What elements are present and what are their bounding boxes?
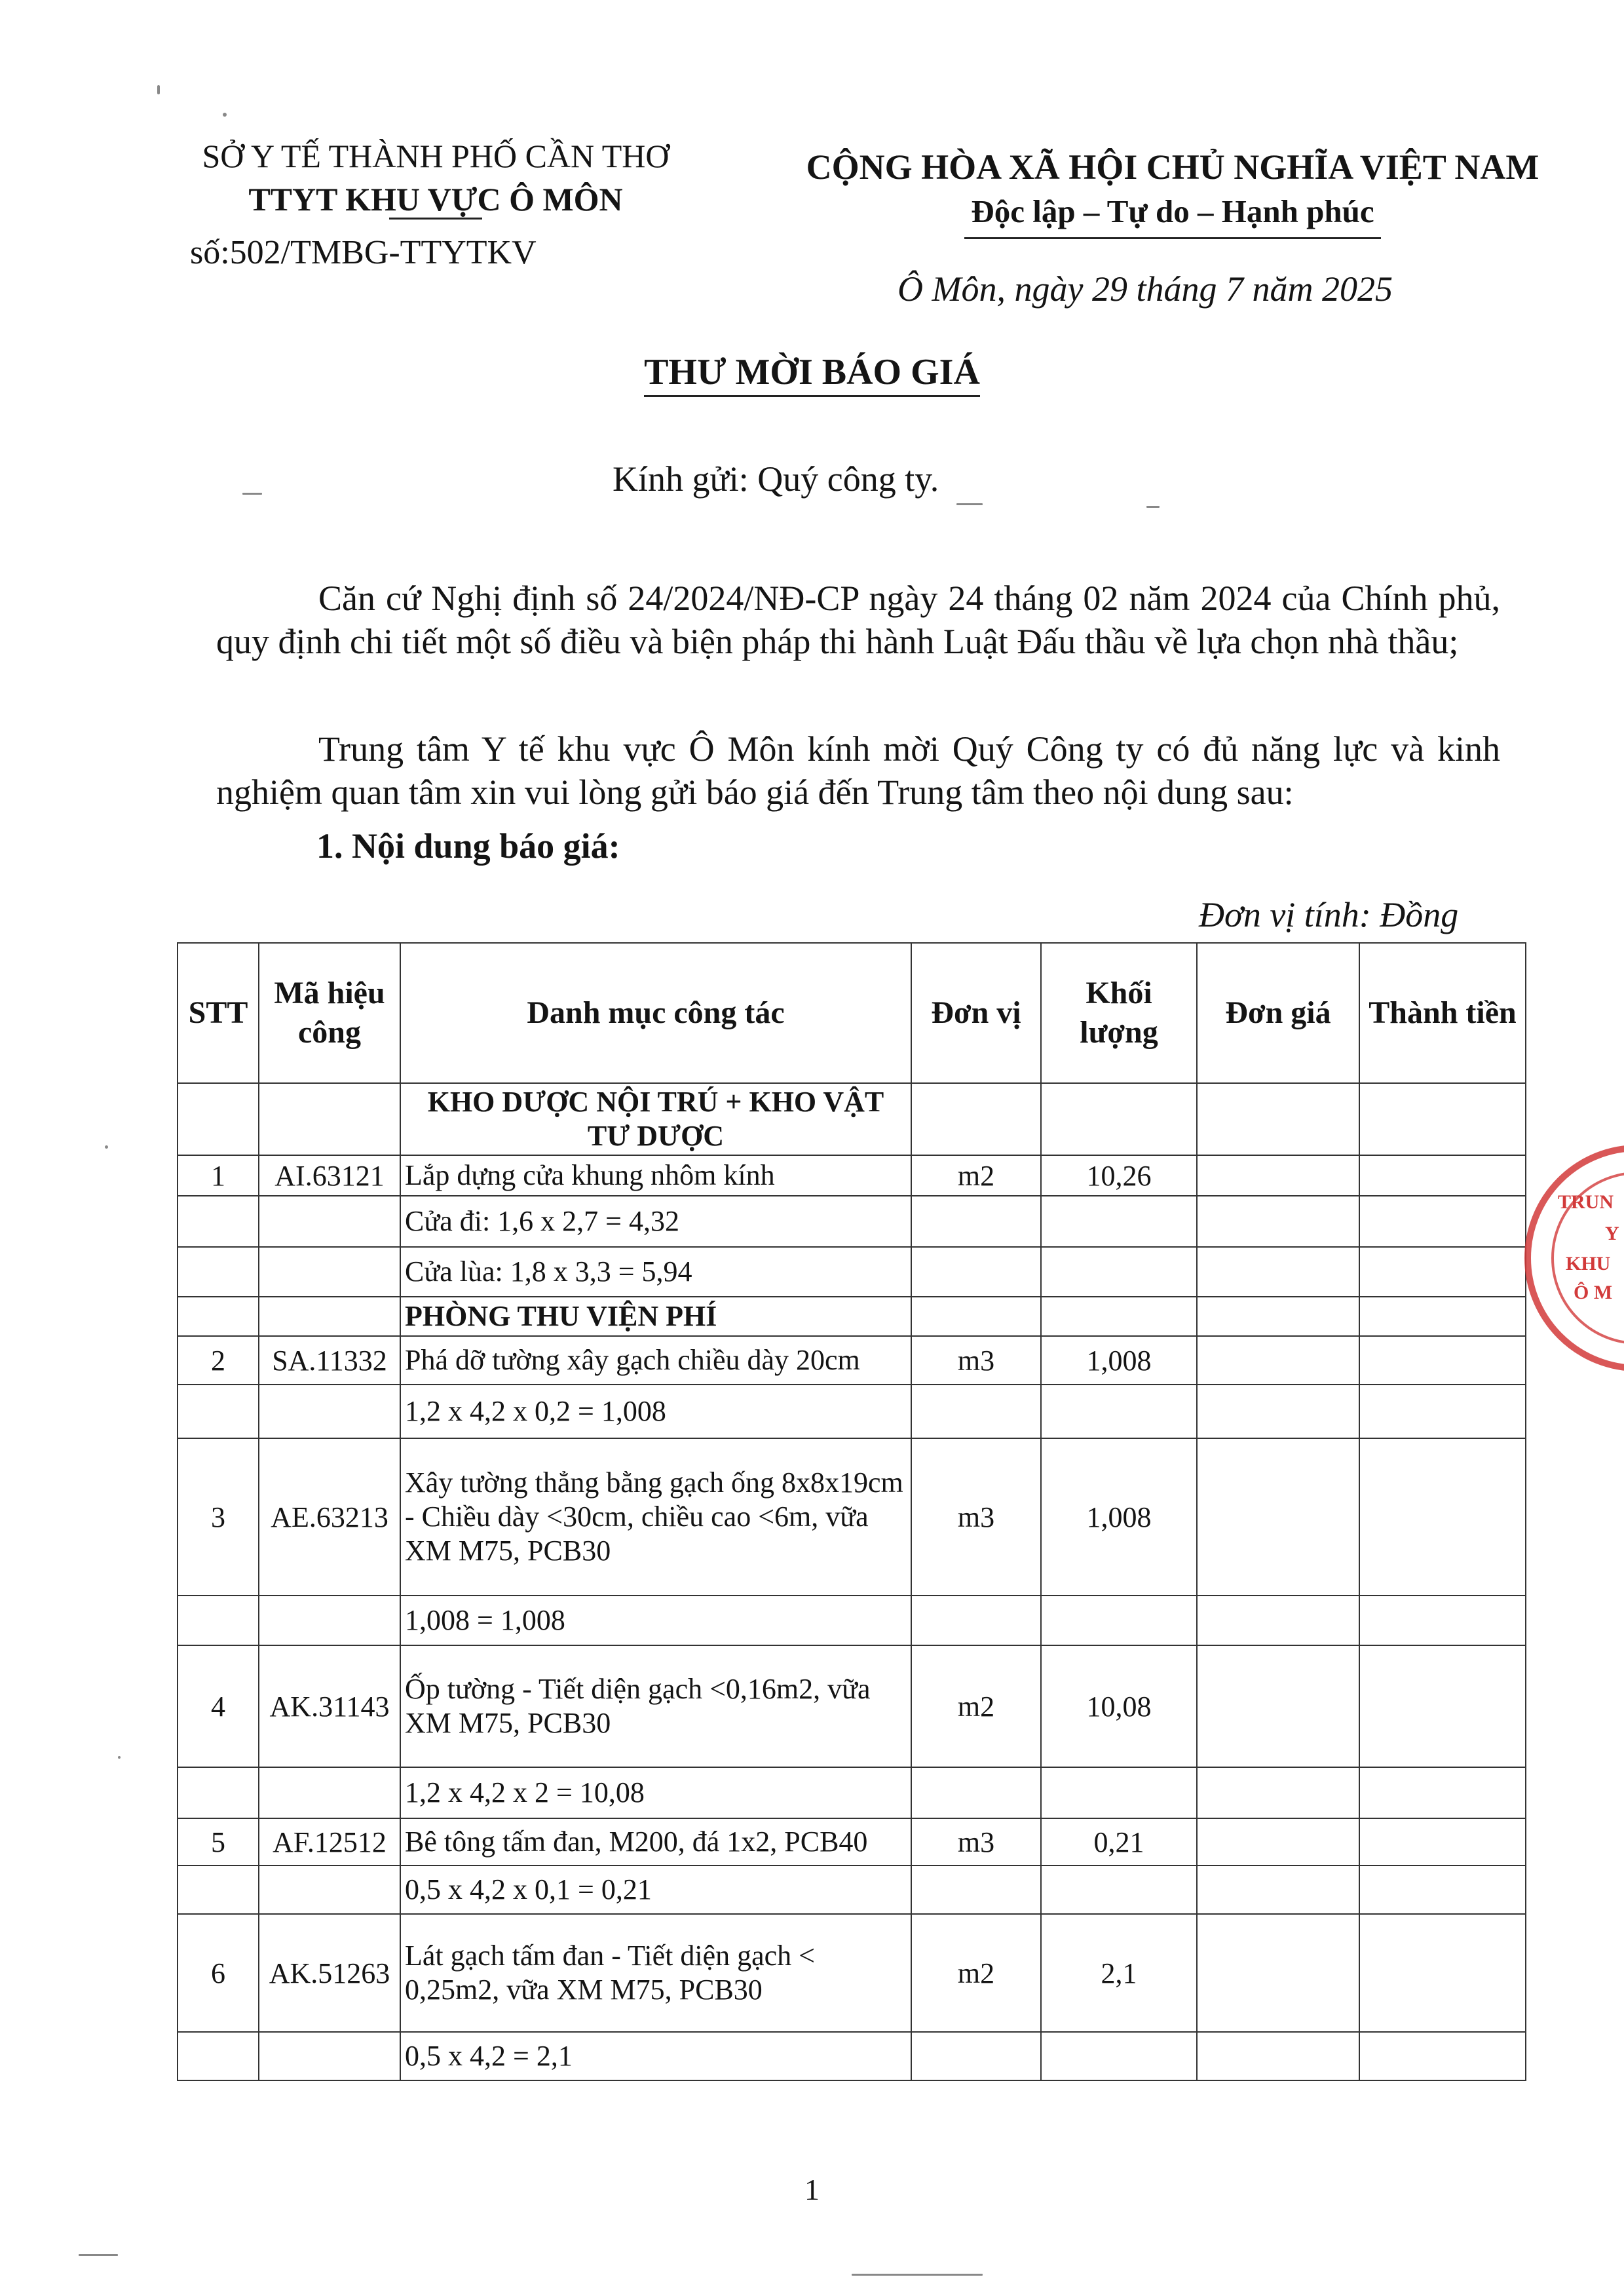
row-total (1359, 2032, 1526, 2080)
col-qty: Khối lượng (1041, 943, 1197, 1083)
row-qty: 1,008 (1041, 1336, 1197, 1385)
row-stt: 2 (178, 1336, 259, 1385)
row-code (259, 1596, 400, 1645)
row-desc: Lát gạch tấm đan - Tiết diện gạch < 0,25m2, vữa XM M75, PCB30 (400, 1914, 911, 2032)
row-unit (911, 1767, 1041, 1818)
row-qty (1041, 1297, 1197, 1336)
col-unit: Đơn vị (911, 943, 1041, 1083)
row-qty: 1,008 (1041, 1438, 1197, 1596)
row-desc: 0,5 x 4,2 = 2,1 (400, 2032, 911, 2080)
table-row (178, 1596, 1526, 1645)
table-row (178, 1767, 1526, 1818)
row-unit: m3 (911, 1438, 1041, 1596)
row-total (1359, 1767, 1526, 1818)
table-header-row (178, 943, 1526, 1083)
row-code (259, 2032, 400, 2080)
motto: Độc lập – Tự do – Hạnh phúc (964, 190, 1380, 239)
org-parent: SỞ Y TẾ THÀNH PHỐ CẦN THƠ (202, 138, 670, 174)
row-code (259, 1247, 400, 1297)
row-desc: Cửa đi: 1,6 x 2,7 = 4,32 (400, 1196, 911, 1247)
date-line: Ô Môn, ngày 29 tháng 7 năm 2025 (897, 269, 1393, 309)
row-qty: 0,21 (1041, 1818, 1197, 1866)
col-code: Mã hiệu công (259, 943, 400, 1083)
table-row (178, 1155, 1526, 1196)
row-price (1197, 1438, 1359, 1596)
row-code: AK.51263 (259, 1914, 400, 2032)
row-code: AI.63121 (259, 1155, 400, 1196)
row-price (1197, 1336, 1359, 1385)
row-price (1197, 1767, 1359, 1818)
doc-number: số:502/TMBG-TTYTKV (190, 234, 537, 271)
row-unit: m2 (911, 1914, 1041, 2032)
row-total (1359, 1866, 1526, 1914)
row-desc: 1,2 x 4,2 x 2 = 10,08 (400, 1767, 911, 1818)
row-unit (911, 1297, 1041, 1336)
quotation-table (177, 942, 1526, 2081)
row-total (1359, 1385, 1526, 1438)
row-code: AK.31143 (259, 1645, 400, 1767)
row-price (1197, 1385, 1359, 1438)
row-desc: 0,5 x 4,2 x 0,1 = 0,21 (400, 1866, 911, 1914)
table-row (178, 1818, 1526, 1866)
row-desc: KHO DƯỢC NỘI TRÚ + KHO VẬT TƯ DƯỢC (400, 1083, 911, 1155)
row-qty (1041, 1196, 1197, 1247)
row-unit (911, 1866, 1041, 1914)
table-row (178, 2032, 1526, 2080)
row-stt (178, 1083, 259, 1155)
row-price (1197, 1914, 1359, 2032)
row-price (1197, 1196, 1359, 1247)
org-name (248, 178, 622, 221)
country-name: CỘNG HÒA XÃ HỘI CHỦ NGHĨA VIỆT NAM (806, 147, 1539, 187)
row-code: AF.12512 (259, 1818, 400, 1866)
row-stt: 6 (178, 1914, 259, 2032)
row-unit: m2 (911, 1155, 1041, 1196)
row-total (1359, 1596, 1526, 1645)
org-name-text: TTYT KHU VỰC Ô MÔN (248, 181, 623, 218)
table-row (178, 1247, 1526, 1297)
row-desc: Cửa lùa: 1,8 x 3,3 = 5,94 (400, 1247, 911, 1297)
row-desc: 1,008 = 1,008 (400, 1596, 911, 1645)
row-price (1197, 1818, 1359, 1866)
official-stamp (1494, 1127, 1624, 1376)
row-stt (178, 1297, 259, 1336)
row-unit (911, 1196, 1041, 1247)
doc-title-text: THƯ MỜI BÁO GIÁ (644, 352, 980, 397)
row-stt: 4 (178, 1645, 259, 1767)
table-row (178, 1914, 1526, 2032)
org-header (157, 134, 714, 221)
paragraph-invitation: Trung tâm Y tế khu vực Ô Môn kính mời Quý Công ty có đủ năng lực và kinh nghiệm quan tâm xin vui lòng gửi báo giá đến Trung tâm theo nội dung sau: (216, 729, 1500, 812)
table-row (178, 1196, 1526, 1247)
stamp-line-1: TRUN (1558, 1191, 1614, 1213)
row-desc: Ốp tường - Tiết diện gạch <0,16m2, vữa XM M75, PCB30 (400, 1645, 911, 1767)
row-unit: m3 (911, 1336, 1041, 1385)
recipient-line: Kính gửi: Quý công ty. (613, 459, 939, 499)
row-code (259, 1385, 400, 1438)
row-stt: 1 (178, 1155, 259, 1196)
row-unit (911, 1385, 1041, 1438)
row-desc: Lắp dựng cửa khung nhôm kính (400, 1155, 911, 1196)
row-unit: m2 (911, 1645, 1041, 1767)
row-qty: 10,08 (1041, 1645, 1197, 1767)
row-unit (911, 1596, 1041, 1645)
row-code (259, 1196, 400, 1247)
row-qty (1041, 1083, 1197, 1155)
table-row (178, 1645, 1526, 1767)
row-price (1197, 1596, 1359, 1645)
row-desc: 1,2 x 4,2 x 0,2 = 1,008 (400, 1385, 911, 1438)
row-price (1197, 1083, 1359, 1155)
row-price (1197, 2032, 1359, 2080)
row-stt (178, 1767, 259, 1818)
stamp-line-4: Ô M (1574, 1282, 1613, 1303)
row-qty (1041, 1767, 1197, 1818)
stamp-line-2: Y (1605, 1223, 1619, 1244)
row-qty (1041, 1866, 1197, 1914)
row-desc: Phá dỡ tường xây gạch chiều dày 20cm (400, 1336, 911, 1385)
row-stt (178, 1196, 259, 1247)
row-qty: 2,1 (1041, 1914, 1197, 2032)
row-code (259, 1866, 400, 1914)
row-total (1359, 1438, 1526, 1596)
row-stt: 5 (178, 1818, 259, 1866)
row-qty (1041, 1596, 1197, 1645)
row-total (1359, 1914, 1526, 2032)
row-qty (1041, 1385, 1197, 1438)
table-row (178, 1866, 1526, 1914)
stamp-line-3: KHU (1566, 1253, 1611, 1274)
row-unit (911, 2032, 1041, 2080)
row-stt (178, 1247, 259, 1297)
national-header (786, 144, 1559, 239)
row-stt (178, 1596, 259, 1645)
row-price (1197, 1155, 1359, 1196)
row-unit (911, 1247, 1041, 1297)
row-desc: Bê tông tấm đan, M200, đá 1x2, PCB40 (400, 1818, 911, 1866)
table-row (178, 1297, 1526, 1336)
table-row (178, 1083, 1526, 1155)
row-total (1359, 1645, 1526, 1767)
unit-note: Đơn vị tính: Đồng (1199, 895, 1459, 934)
col-item: Danh mục công tác (400, 943, 911, 1083)
row-unit: m3 (911, 1818, 1041, 1866)
row-total (1359, 1818, 1526, 1866)
page-number: 1 (804, 2173, 820, 2206)
row-qty: 10,26 (1041, 1155, 1197, 1196)
table-row (178, 1438, 1526, 1596)
row-code (259, 1297, 400, 1336)
row-stt (178, 1385, 259, 1438)
table-row (178, 1385, 1526, 1438)
row-code: SA.11332 (259, 1336, 400, 1385)
row-code (259, 1083, 400, 1155)
section-title: 1. Nội dung báo giá: (316, 826, 620, 866)
row-price (1197, 1297, 1359, 1336)
col-price: Đơn giá (1197, 943, 1359, 1083)
row-price (1197, 1645, 1359, 1767)
row-qty (1041, 2032, 1197, 2080)
row-qty (1041, 1247, 1197, 1297)
row-unit (911, 1083, 1041, 1155)
row-desc: PHÒNG THU VIỆN PHÍ (400, 1297, 911, 1336)
row-price (1197, 1247, 1359, 1297)
row-code: AE.63213 (259, 1438, 400, 1596)
row-stt (178, 1866, 259, 1914)
row-code (259, 1767, 400, 1818)
row-stt (178, 2032, 259, 2080)
row-desc: Xây tường thẳng bằng gạch ống 8x8x19cm - Chiều dày <30cm, chiều cao <6m, vữa XM M75, PCB30 (400, 1438, 911, 1596)
col-total: Thành tiền (1359, 943, 1526, 1083)
table-row (178, 1336, 1526, 1385)
col-stt: STT (178, 943, 259, 1083)
doc-title (0, 351, 1624, 393)
paragraph-legal-basis: Căn cứ Nghị định số 24/2024/NĐ-CP ngày 24 tháng 02 năm 2024 của Chính phủ, quy định chi tiết một số điều và biện pháp thi hành Luật Đấu thầu về lựa chọn nhà thầu; (216, 579, 1500, 661)
row-price (1197, 1866, 1359, 1914)
row-stt: 3 (178, 1438, 259, 1596)
